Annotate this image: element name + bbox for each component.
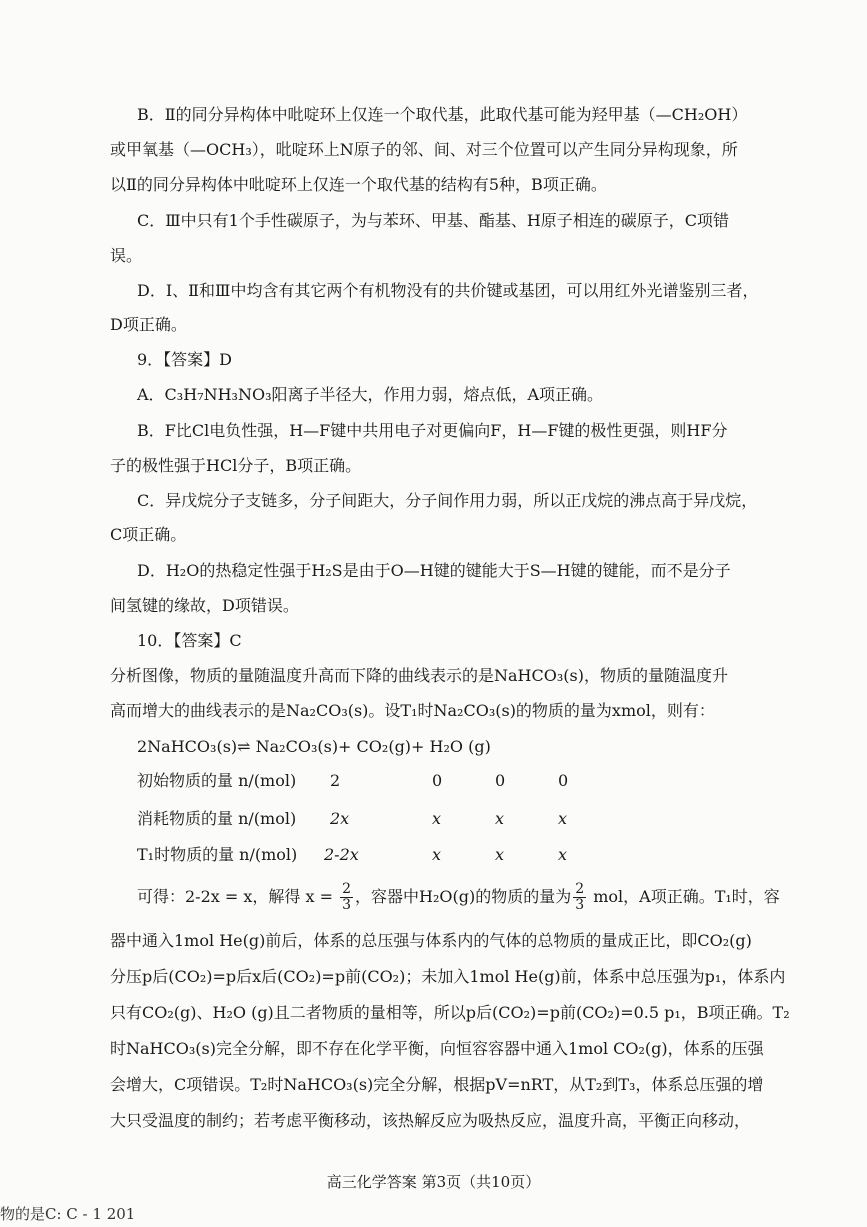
paragraph: D．H₂O的热稳定性强于H₂S是由于O—H键的键能大于S—H键的键能，而不是分子	[137, 561, 731, 580]
result-line	[137, 880, 780, 914]
fraction-denominator: 3	[342, 897, 352, 913]
cell-value: 0	[558, 771, 569, 790]
result-text: mol，A项正确。T₁时，容	[588, 887, 780, 906]
paragraph: 只有CO₂(g)、H₂O (g)且二者物质的量相等，所以p后(CO₂)=p前(CO₂)=0.5 p₁，B项正确。T₂	[110, 1003, 790, 1022]
paragraph: C项正确。	[110, 525, 187, 544]
answer-heading: 9．【答案】D	[137, 350, 233, 369]
paragraph: 子的极性强于HCl分子，B项正确。	[110, 456, 362, 475]
result-text: 可得：2-2x = x，解得 x =	[137, 887, 339, 906]
paragraph: 器中通入1mol He(g)前后，体系的总压强与体系内的气体的总物质的量成正比，即CO₂(g)	[110, 931, 752, 950]
paragraph: 以Ⅱ的同分异构体中吡啶环上仅连一个取代基的结构有5种，B项正确。	[110, 175, 607, 194]
fraction-numerator: 2	[342, 881, 352, 897]
paragraph: B．F比Cl电负性强，H—F键中共用电子对更偏向F，H—F键的极性更强，则HF分	[137, 421, 728, 440]
answer-heading: 10．【答案】C	[137, 631, 242, 650]
fraction-numerator: 2	[575, 881, 585, 897]
paragraph: 时NaHCO₃(s)完全分解，即不存在化学平衡，向恒容容器中通入1mol CO₂(g)，体系的压强	[110, 1039, 764, 1058]
paragraph: 或甲氧基（—OCH₃），吡啶环上N原子的邻、间、对三个位置可以产生同分异构现象，所	[110, 140, 738, 159]
cell-value: x	[495, 845, 505, 864]
cell-value: 2	[330, 771, 341, 790]
row-label: T₁时物质的量 n/(mol)	[137, 845, 298, 864]
cell-value: 2-2x	[324, 845, 359, 864]
cell-value: 0	[495, 771, 506, 790]
result-text: ，容器中H₂O(g)的物质的量为	[355, 887, 572, 906]
fraction	[340, 882, 353, 913]
paragraph: A．C₃H₇NH₃NO₃阳离子半径大，作用力弱，熔点低，A项正确。	[137, 385, 604, 404]
paragraph: B．Ⅱ的同分异构体中吡啶环上仅连一个取代基，此取代基可能为羟甲基（—CH₂OH）	[137, 105, 748, 124]
cell-value: 2x	[330, 809, 350, 828]
paragraph: 高而增大的曲线表示的是Na₂CO₃(s)。设T₁时Na₂CO₃(s)的物质的量为xmol，则有：	[110, 701, 715, 720]
paragraph: 误。	[110, 246, 143, 265]
paragraph: C．Ⅲ中只有1个手性碳原子，为与苯环、甲基、酯基、H原子相连的碳原子，C项错	[137, 211, 730, 230]
cell-value: x	[432, 809, 442, 828]
fraction	[573, 882, 586, 913]
paragraph: D．Ⅰ、Ⅱ和Ⅲ中均含有其它两个有机物没有的共价键或基团，可以用红外光谱鉴别三者，	[137, 281, 759, 300]
paragraph: D项正确。	[110, 315, 187, 334]
paragraph: C．异戊烷分子支链多，分子间距大，分子间作用力弱，所以正戊烷的沸点高于异戊烷，	[137, 491, 758, 510]
cell-value: x	[558, 845, 568, 864]
paragraph: 间氢键的缘故，D项错误。	[110, 596, 299, 615]
paragraph: 分析图像，物质的量随温度升高而下降的曲线表示的是NaHCO₃(s)，物质的量随温度升	[110, 666, 728, 685]
paragraph: 大只受温度的制约；若考虑平衡移动，该热解反应为吸热反应，温度升高，平衡正向移动，	[110, 1111, 751, 1130]
reaction-equation: 2NaHCO₃(s)⇌ Na₂CO₃(s)+ CO₂(g)+ H₂O (g)	[137, 737, 491, 756]
cell-value: x	[432, 845, 442, 864]
paragraph: 分压p后(CO₂)=p后x后(CO₂)=p前(CO₂)；未加入1mol He(g)前，体系中总压强为p₁，体系内	[110, 967, 786, 986]
paragraph: 会增大，C项错误。T₂时NaHCO₃(s)完全分解，根据pV=nRT，从T₂到T₃，体系总压强的增	[110, 1075, 764, 1094]
row-label: 初始物质的量 n/(mol)	[137, 771, 297, 790]
row-label: 消耗物质的量 n/(mol)	[137, 809, 297, 828]
cut-off-text: 物的是C: C - 1 201	[0, 1205, 136, 1223]
cell-value: 0	[432, 771, 443, 790]
fraction-denominator: 3	[575, 897, 585, 913]
page-footer: 高三化学答案 第3页（共10页）	[326, 1173, 541, 1191]
cell-value: x	[495, 809, 505, 828]
cell-value: x	[558, 809, 568, 828]
